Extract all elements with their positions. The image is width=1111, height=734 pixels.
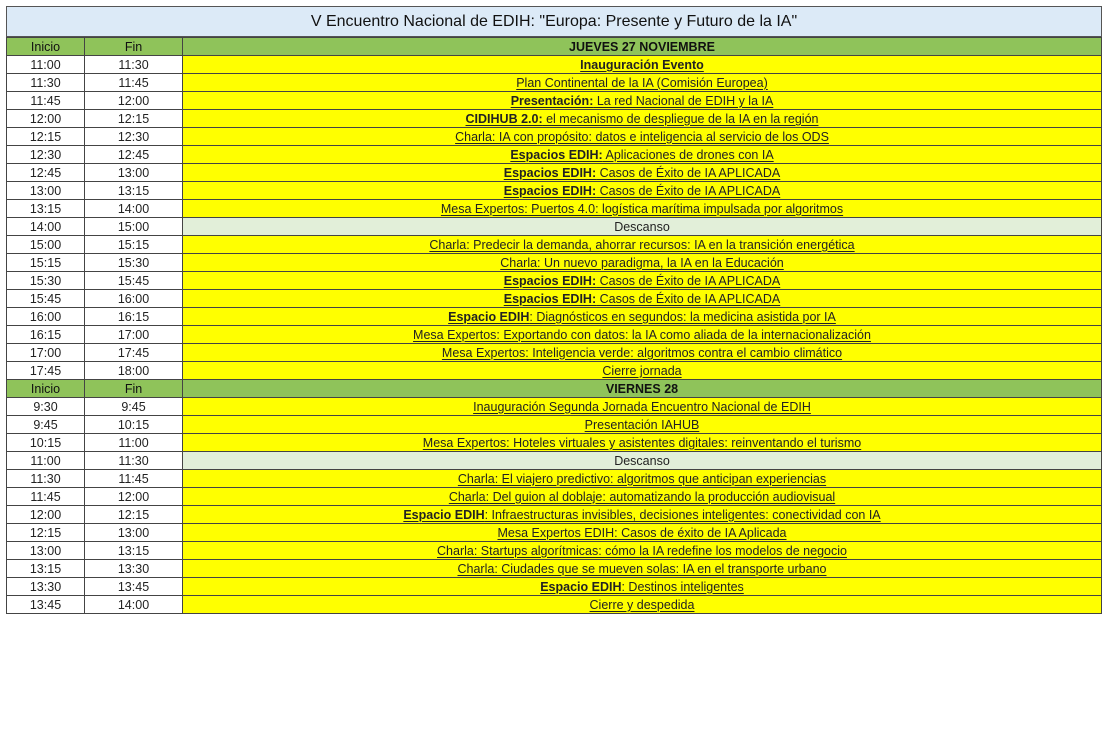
agenda-sheet bbox=[6, 6, 1102, 614]
end-time-cell: 13:00 bbox=[85, 164, 183, 182]
session-description bbox=[614, 454, 670, 468]
session-description bbox=[580, 58, 704, 72]
end-time-cell: 17:00 bbox=[85, 326, 183, 344]
session-row bbox=[7, 92, 1102, 110]
session-highlight: Presentación: bbox=[510, 93, 594, 108]
session-description-cell bbox=[183, 416, 1102, 434]
start-time-cell: 11:30 bbox=[7, 470, 85, 488]
session-description bbox=[510, 148, 773, 162]
end-time-cell: 13:45 bbox=[85, 578, 183, 596]
session-row bbox=[7, 524, 1102, 542]
session-description bbox=[500, 256, 784, 270]
header-start-cell: Inicio bbox=[7, 380, 85, 398]
end-time-cell: 12:00 bbox=[85, 92, 183, 110]
end-time-cell: 13:15 bbox=[85, 182, 183, 200]
start-time-cell: 10:15 bbox=[7, 434, 85, 452]
session-description bbox=[466, 112, 819, 126]
start-time-cell: 13:15 bbox=[7, 200, 85, 218]
end-time-cell: 14:00 bbox=[85, 596, 183, 614]
start-time-cell: 9:30 bbox=[7, 398, 85, 416]
end-time-cell: 12:15 bbox=[85, 506, 183, 524]
session-text: Mesa Expertos: Exportando con datos: la IA como aliada de la internacionalización bbox=[413, 327, 871, 342]
session-description bbox=[516, 76, 768, 90]
session-description-cell bbox=[183, 506, 1102, 524]
session-text: Inauguración Segunda Jornada Encuentro Nacional de EDIH bbox=[473, 399, 811, 414]
end-time-cell: 17:45 bbox=[85, 344, 183, 362]
day-header-row bbox=[7, 380, 1102, 398]
session-highlight: Espacio EDIH bbox=[540, 579, 622, 594]
session-description bbox=[473, 400, 811, 414]
session-description bbox=[449, 490, 835, 504]
session-row bbox=[7, 362, 1102, 380]
session-description bbox=[403, 508, 880, 522]
header-end-cell: Fin bbox=[85, 380, 183, 398]
session-row bbox=[7, 164, 1102, 182]
end-time-cell: 9:45 bbox=[85, 398, 183, 416]
end-time-cell: 18:00 bbox=[85, 362, 183, 380]
break-row bbox=[7, 452, 1102, 470]
session-description-cell bbox=[183, 200, 1102, 218]
session-text: Mesa Expertos: Inteligencia verde: algoritmos contra el cambio climático bbox=[441, 345, 843, 360]
end-time-cell: 15:15 bbox=[85, 236, 183, 254]
session-description bbox=[413, 328, 871, 342]
session-description bbox=[511, 94, 774, 108]
session-row bbox=[7, 182, 1102, 200]
header-start-cell: Inicio bbox=[7, 38, 85, 56]
session-description-cell bbox=[183, 146, 1102, 164]
session-description-cell bbox=[183, 560, 1102, 578]
session-description bbox=[429, 238, 854, 252]
session-description bbox=[504, 166, 781, 180]
start-time-cell: 12:00 bbox=[7, 506, 85, 524]
start-time-cell: 13:45 bbox=[7, 596, 85, 614]
start-time-cell: 11:00 bbox=[7, 452, 85, 470]
session-row bbox=[7, 236, 1102, 254]
session-description bbox=[602, 364, 681, 378]
session-description bbox=[455, 130, 829, 144]
session-text: Cierre jornada bbox=[602, 363, 682, 378]
session-text: Mesa Expertos EDIH: Casos de éxito de IA Aplicada bbox=[497, 525, 787, 540]
session-text: Charla: Del guion al doblaje: automatizando la producción audiovisual bbox=[448, 489, 836, 504]
session-row bbox=[7, 272, 1102, 290]
session-description bbox=[458, 562, 827, 576]
session-description bbox=[614, 220, 670, 234]
session-description-cell bbox=[183, 362, 1102, 380]
session-row bbox=[7, 578, 1102, 596]
session-description bbox=[585, 418, 700, 432]
session-description-cell bbox=[183, 236, 1102, 254]
session-description-cell bbox=[183, 182, 1102, 200]
session-description bbox=[442, 346, 842, 360]
end-time-cell: 16:00 bbox=[85, 290, 183, 308]
end-time-cell: 12:15 bbox=[85, 110, 183, 128]
session-highlight: Espacios EDIH: bbox=[503, 183, 597, 198]
end-time-cell: 12:45 bbox=[85, 146, 183, 164]
session-row bbox=[7, 596, 1102, 614]
start-time-cell: 11:45 bbox=[7, 92, 85, 110]
session-text: Cierre y despedida bbox=[589, 597, 695, 612]
end-time-cell: 14:00 bbox=[85, 200, 183, 218]
start-time-cell: 12:15 bbox=[7, 128, 85, 146]
session-description-cell bbox=[183, 524, 1102, 542]
session-text: Presentación IAHUB bbox=[584, 417, 700, 432]
session-description-cell bbox=[183, 434, 1102, 452]
session-description bbox=[504, 184, 781, 198]
end-time-cell: 15:00 bbox=[85, 218, 183, 236]
session-text: Mesa Expertos: Puertos 4.0: logística marítima impulsada por algoritmos bbox=[440, 201, 844, 216]
session-text: : Diagnósticos en segundos: la medicina asistida por IA bbox=[529, 309, 836, 324]
session-row bbox=[7, 416, 1102, 434]
session-text: : Infraestructuras invisibles, decisiones inteligentes: conectividad con IA bbox=[484, 507, 881, 522]
start-time-cell: 12:30 bbox=[7, 146, 85, 164]
session-text: Charla: Startups algorítmicas: cómo la IA redefine los modelos de negocio bbox=[437, 543, 847, 558]
session-description-cell bbox=[183, 290, 1102, 308]
start-time-cell: 15:15 bbox=[7, 254, 85, 272]
start-time-cell: 15:00 bbox=[7, 236, 85, 254]
session-text: Descanso bbox=[614, 219, 670, 234]
session-row bbox=[7, 74, 1102, 92]
session-text: Charla: Ciudades que se mueven solas: IA en el transporte urbano bbox=[457, 561, 827, 576]
session-description bbox=[458, 472, 826, 486]
start-time-cell: 16:15 bbox=[7, 326, 85, 344]
session-row bbox=[7, 434, 1102, 452]
session-text: Casos de Éxito de IA APLICADA bbox=[596, 165, 781, 180]
end-time-cell: 13:00 bbox=[85, 524, 183, 542]
session-text: el mecanismo de despliegue de la IA en la región bbox=[542, 111, 819, 126]
session-highlight: Espacios EDIH: bbox=[503, 291, 597, 306]
end-time-cell: 11:45 bbox=[85, 74, 183, 92]
end-time-cell: 16:15 bbox=[85, 308, 183, 326]
session-highlight: Espacio EDIH bbox=[448, 309, 530, 324]
session-row bbox=[7, 398, 1102, 416]
session-description bbox=[441, 202, 843, 216]
agenda-body bbox=[7, 38, 1102, 614]
session-row bbox=[7, 560, 1102, 578]
end-time-cell: 10:15 bbox=[85, 416, 183, 434]
start-time-cell: 17:00 bbox=[7, 344, 85, 362]
session-description-cell bbox=[183, 470, 1102, 488]
session-description-cell bbox=[183, 128, 1102, 146]
start-time-cell: 13:15 bbox=[7, 560, 85, 578]
session-description bbox=[497, 526, 786, 540]
session-description-cell bbox=[183, 452, 1102, 470]
session-description-cell bbox=[183, 308, 1102, 326]
session-highlight: Espacio EDIH bbox=[403, 507, 485, 522]
day-label-cell: JUEVES 27 NOVIEMBRE bbox=[183, 38, 1102, 56]
agenda-table bbox=[6, 37, 1102, 614]
end-time-cell: 15:30 bbox=[85, 254, 183, 272]
start-time-cell: 14:00 bbox=[7, 218, 85, 236]
start-time-cell: 11:45 bbox=[7, 488, 85, 506]
end-time-cell: 11:00 bbox=[85, 434, 183, 452]
session-row bbox=[7, 128, 1102, 146]
session-row bbox=[7, 290, 1102, 308]
session-description-cell bbox=[183, 164, 1102, 182]
session-description-cell bbox=[183, 110, 1102, 128]
session-description bbox=[590, 598, 695, 612]
session-description-cell bbox=[183, 542, 1102, 560]
day-header-row bbox=[7, 38, 1102, 56]
end-time-cell: 12:00 bbox=[85, 488, 183, 506]
session-description-cell bbox=[183, 254, 1102, 272]
start-time-cell: 9:45 bbox=[7, 416, 85, 434]
break-row bbox=[7, 218, 1102, 236]
end-time-cell: 11:30 bbox=[85, 452, 183, 470]
header-end-cell: Fin bbox=[85, 38, 183, 56]
session-text: La red Nacional de EDIH y la IA bbox=[593, 93, 774, 108]
start-time-cell: 11:30 bbox=[7, 74, 85, 92]
session-text: Casos de Éxito de IA APLICADA bbox=[596, 273, 781, 288]
session-description bbox=[423, 436, 861, 450]
session-highlight: CIDIHUB 2.0: bbox=[465, 111, 543, 126]
end-time-cell: 15:45 bbox=[85, 272, 183, 290]
session-row bbox=[7, 344, 1102, 362]
session-text: : Destinos inteligentes bbox=[621, 579, 744, 594]
session-description-cell bbox=[183, 74, 1102, 92]
session-description-cell bbox=[183, 488, 1102, 506]
start-time-cell: 17:45 bbox=[7, 362, 85, 380]
session-row bbox=[7, 488, 1102, 506]
start-time-cell: 15:30 bbox=[7, 272, 85, 290]
session-description-cell bbox=[183, 398, 1102, 416]
session-row bbox=[7, 326, 1102, 344]
session-description-cell bbox=[183, 326, 1102, 344]
end-time-cell: 11:45 bbox=[85, 470, 183, 488]
session-row bbox=[7, 200, 1102, 218]
session-text: Plan Continental de la IA (Comisión Europea) bbox=[516, 75, 768, 90]
session-row bbox=[7, 470, 1102, 488]
end-time-cell: 13:30 bbox=[85, 560, 183, 578]
session-row bbox=[7, 146, 1102, 164]
session-description-cell bbox=[183, 218, 1102, 236]
session-text: Mesa Expertos: Hoteles virtuales y asistentes digitales: reinventando el turismo bbox=[422, 435, 862, 450]
session-text: Charla: El viajero predictivo: algoritmos que anticipan experiencias bbox=[457, 471, 827, 486]
start-time-cell: 12:15 bbox=[7, 524, 85, 542]
session-description-cell bbox=[183, 596, 1102, 614]
session-highlight: Espacios EDIH: bbox=[510, 147, 603, 162]
session-row bbox=[7, 110, 1102, 128]
session-highlight: Espacios EDIH: bbox=[503, 165, 597, 180]
session-text: Charla: Predecir la demanda, ahorrar recursos: IA en la transición energética bbox=[429, 237, 855, 252]
start-time-cell: 13:30 bbox=[7, 578, 85, 596]
session-row bbox=[7, 542, 1102, 560]
end-time-cell: 11:30 bbox=[85, 56, 183, 74]
session-description bbox=[448, 310, 836, 324]
start-time-cell: 13:00 bbox=[7, 182, 85, 200]
end-time-cell: 13:15 bbox=[85, 542, 183, 560]
session-row bbox=[7, 506, 1102, 524]
start-time-cell: 12:00 bbox=[7, 110, 85, 128]
session-text: Descanso bbox=[614, 453, 670, 468]
session-row bbox=[7, 254, 1102, 272]
session-text: Aplicaciones de drones con IA bbox=[602, 147, 774, 162]
start-time-cell: 15:45 bbox=[7, 290, 85, 308]
session-description-cell bbox=[183, 344, 1102, 362]
session-description bbox=[504, 274, 781, 288]
session-text: Casos de Éxito de IA APLICADA bbox=[596, 183, 781, 198]
session-text: Charla: IA con propósito: datos e inteligencia al servicio de los ODS bbox=[455, 129, 829, 144]
session-description-cell bbox=[183, 272, 1102, 290]
session-text: Casos de Éxito de IA APLICADA bbox=[596, 291, 781, 306]
agenda-title: V Encuentro Nacional de EDIH: "Europa: Presente y Futuro de la IA" bbox=[6, 6, 1102, 37]
session-row bbox=[7, 308, 1102, 326]
session-description bbox=[504, 292, 781, 306]
session-description bbox=[437, 544, 847, 558]
session-description-cell bbox=[183, 92, 1102, 110]
session-description-cell bbox=[183, 56, 1102, 74]
session-description-cell bbox=[183, 578, 1102, 596]
start-time-cell: 11:00 bbox=[7, 56, 85, 74]
session-highlight: Espacios EDIH: bbox=[503, 273, 597, 288]
start-time-cell: 16:00 bbox=[7, 308, 85, 326]
start-time-cell: 12:45 bbox=[7, 164, 85, 182]
end-time-cell: 12:30 bbox=[85, 128, 183, 146]
session-highlight: Inauguración Evento bbox=[580, 57, 704, 72]
session-text: Charla: Un nuevo paradigma, la IA en la Educación bbox=[500, 255, 784, 270]
session-description bbox=[540, 580, 744, 594]
session-row bbox=[7, 56, 1102, 74]
day-label-cell: VIERNES 28 bbox=[183, 380, 1102, 398]
start-time-cell: 13:00 bbox=[7, 542, 85, 560]
